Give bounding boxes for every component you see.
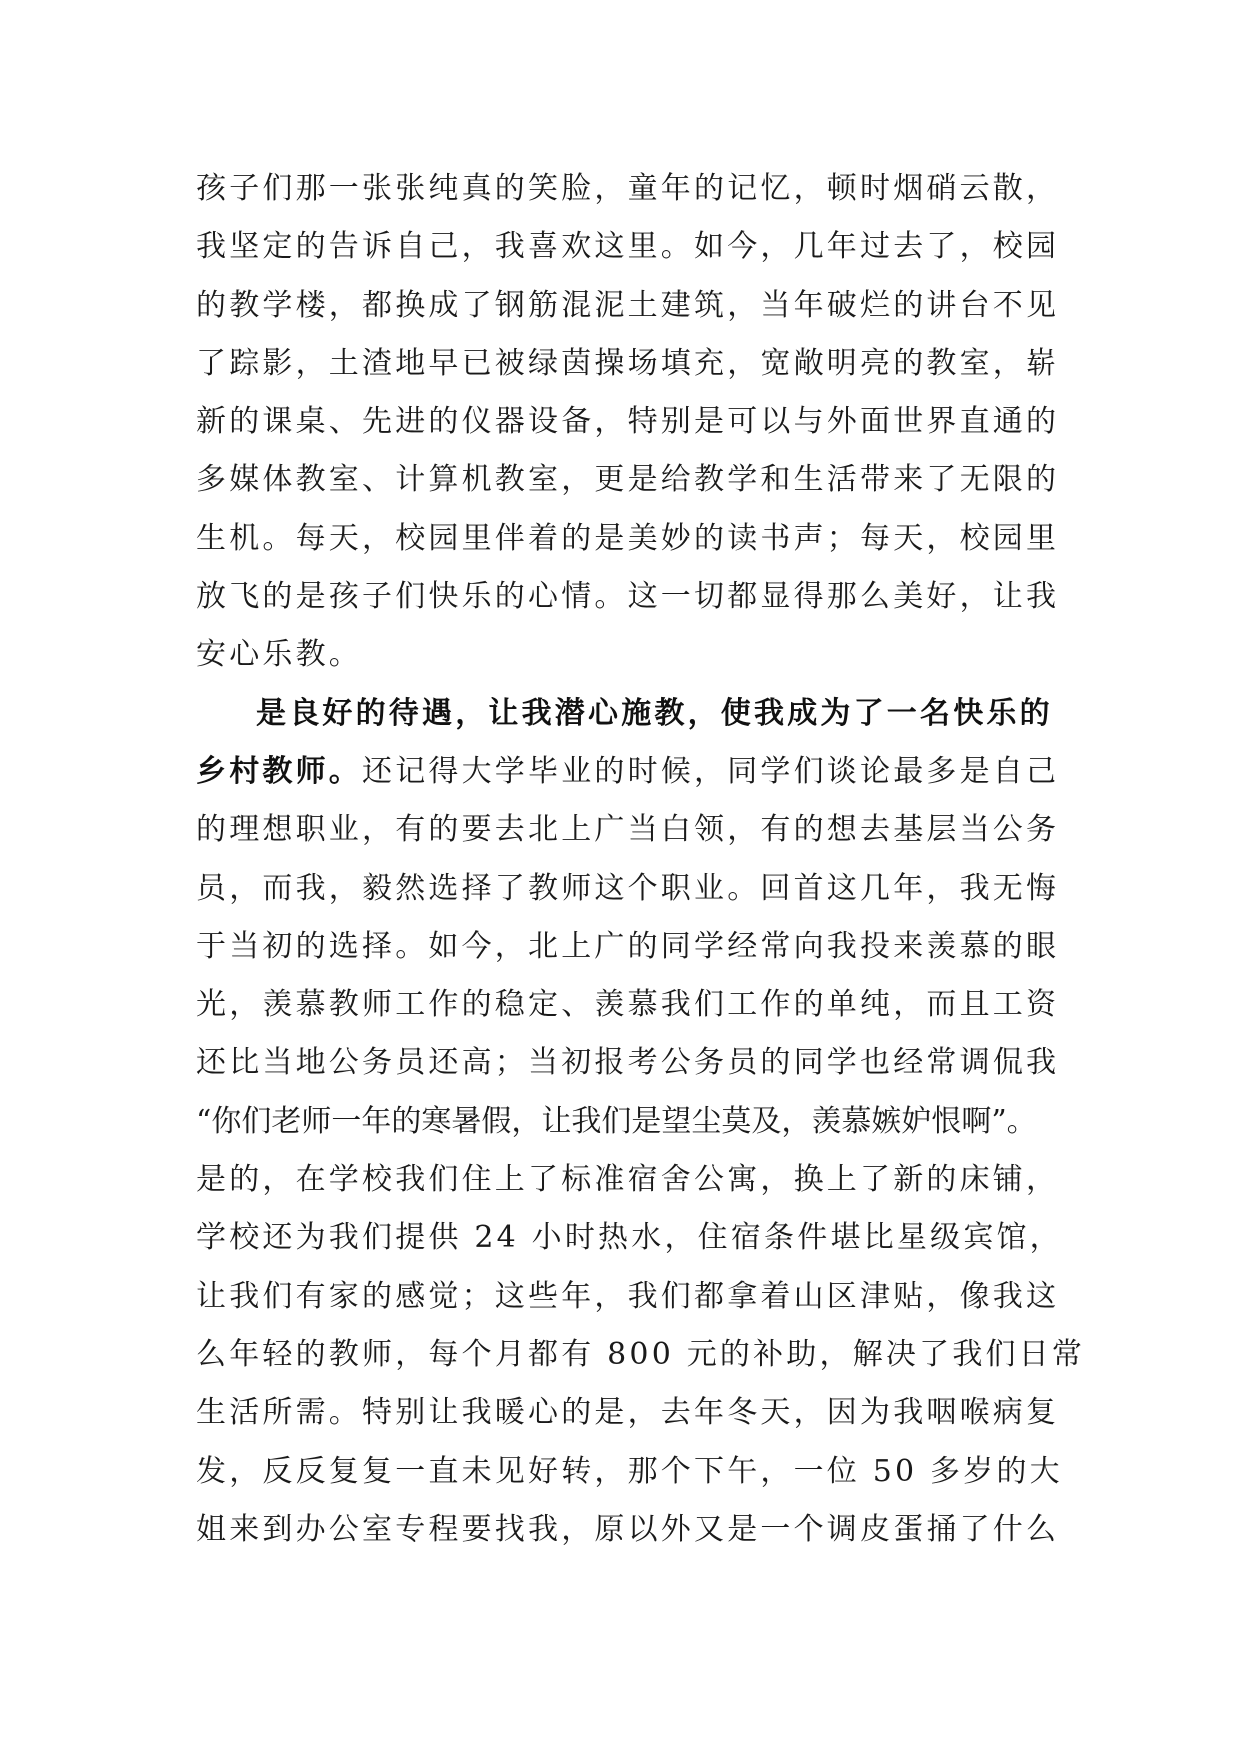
text-line: 姐来到办公室专程要找我，原以外又是一个调皮蛋捅了什么 xyxy=(196,1511,1060,1547)
text-line: 光，羡慕教师工作的稳定、羡慕我们工作的单纯，而且工资 xyxy=(196,987,1060,1023)
text-line: 让我们有家的感觉；这些年，我们都拿着山区津贴，像我这 xyxy=(196,1278,1060,1314)
text-line: “你们老师一年的寒暑假，让我们是望尘莫及，羡慕嫉妒恨啊”。 xyxy=(196,1103,1037,1139)
text-line: 么年轻的教师，每个月都有 800 元的补助，解决了我们日常 xyxy=(196,1336,1086,1372)
text-line: 新的课桌、先进的仪器设备，特别是可以与外面世界直通的 xyxy=(196,404,1060,440)
text-line: 发，反反复复一直未见好转，那个下午，一位 50 多岁的大 xyxy=(196,1453,1063,1489)
document-body xyxy=(196,160,1096,1559)
text-line: 了踪影，土渣地早已被绿茵操场填充，宽敞明亮的教室，崭 xyxy=(196,345,1060,381)
text-line xyxy=(196,743,1096,801)
bold-heading: 是良好的待遇，让我潜心施教，使我成为了一名快乐的 xyxy=(256,695,1053,731)
paragraph-2 xyxy=(196,685,1096,1559)
text-run: 还记得大学毕业的时候，同学们谈论最多是自己 xyxy=(362,753,1060,789)
text-line: 还比当地公务员还高；当初报考公务员的同学也经常调侃我 xyxy=(196,1045,1060,1081)
text-line: 生活所需。特别让我暖心的是，去年冬天，因为我咽喉病复 xyxy=(196,1395,1060,1431)
text-line: 的理想职业，有的要去北上广当白领，有的想去基层当公务 xyxy=(196,812,1060,848)
text-line: 学校还为我们提供 24 小时热水，住宿条件堪比星级宾馆， xyxy=(196,1220,1063,1256)
text-line: 员，而我，毅然选择了教师这个职业。回首这几年，我无悔 xyxy=(196,870,1060,906)
text-line: 的教学楼，都换成了钢筋混泥土建筑，当年破烂的讲台不见 xyxy=(196,287,1060,323)
text-line: 生机。每天，校园里伴着的是美妙的读书声；每天，校园里 xyxy=(196,520,1060,556)
text-line: 孩子们那一张张纯真的笑脸，童年的记忆，顿时烟硝云散， xyxy=(196,171,1060,206)
text-line: 安心乐教。 xyxy=(196,637,362,673)
paragraph-1 xyxy=(196,160,1096,685)
text-line: 多媒体教室、计算机教室，更是给教学和生活带来了无限的 xyxy=(196,462,1060,498)
text-line: 是的，在学校我们住上了标准宿舍公寓，换上了新的床铺， xyxy=(196,1162,1060,1198)
text-line: 于当初的选择。如今，北上广的同学经常向我投来羡慕的眼 xyxy=(196,928,1060,964)
text-line xyxy=(196,685,1096,743)
text-line: 我坚定的告诉自己，我喜欢这里。如今，几年过去了，校园 xyxy=(196,229,1060,265)
text-line: 放飞的是孩子们快乐的心情。这一切都显得那么美好，让我 xyxy=(196,579,1060,615)
bold-heading: 乡村教师。 xyxy=(196,753,362,789)
